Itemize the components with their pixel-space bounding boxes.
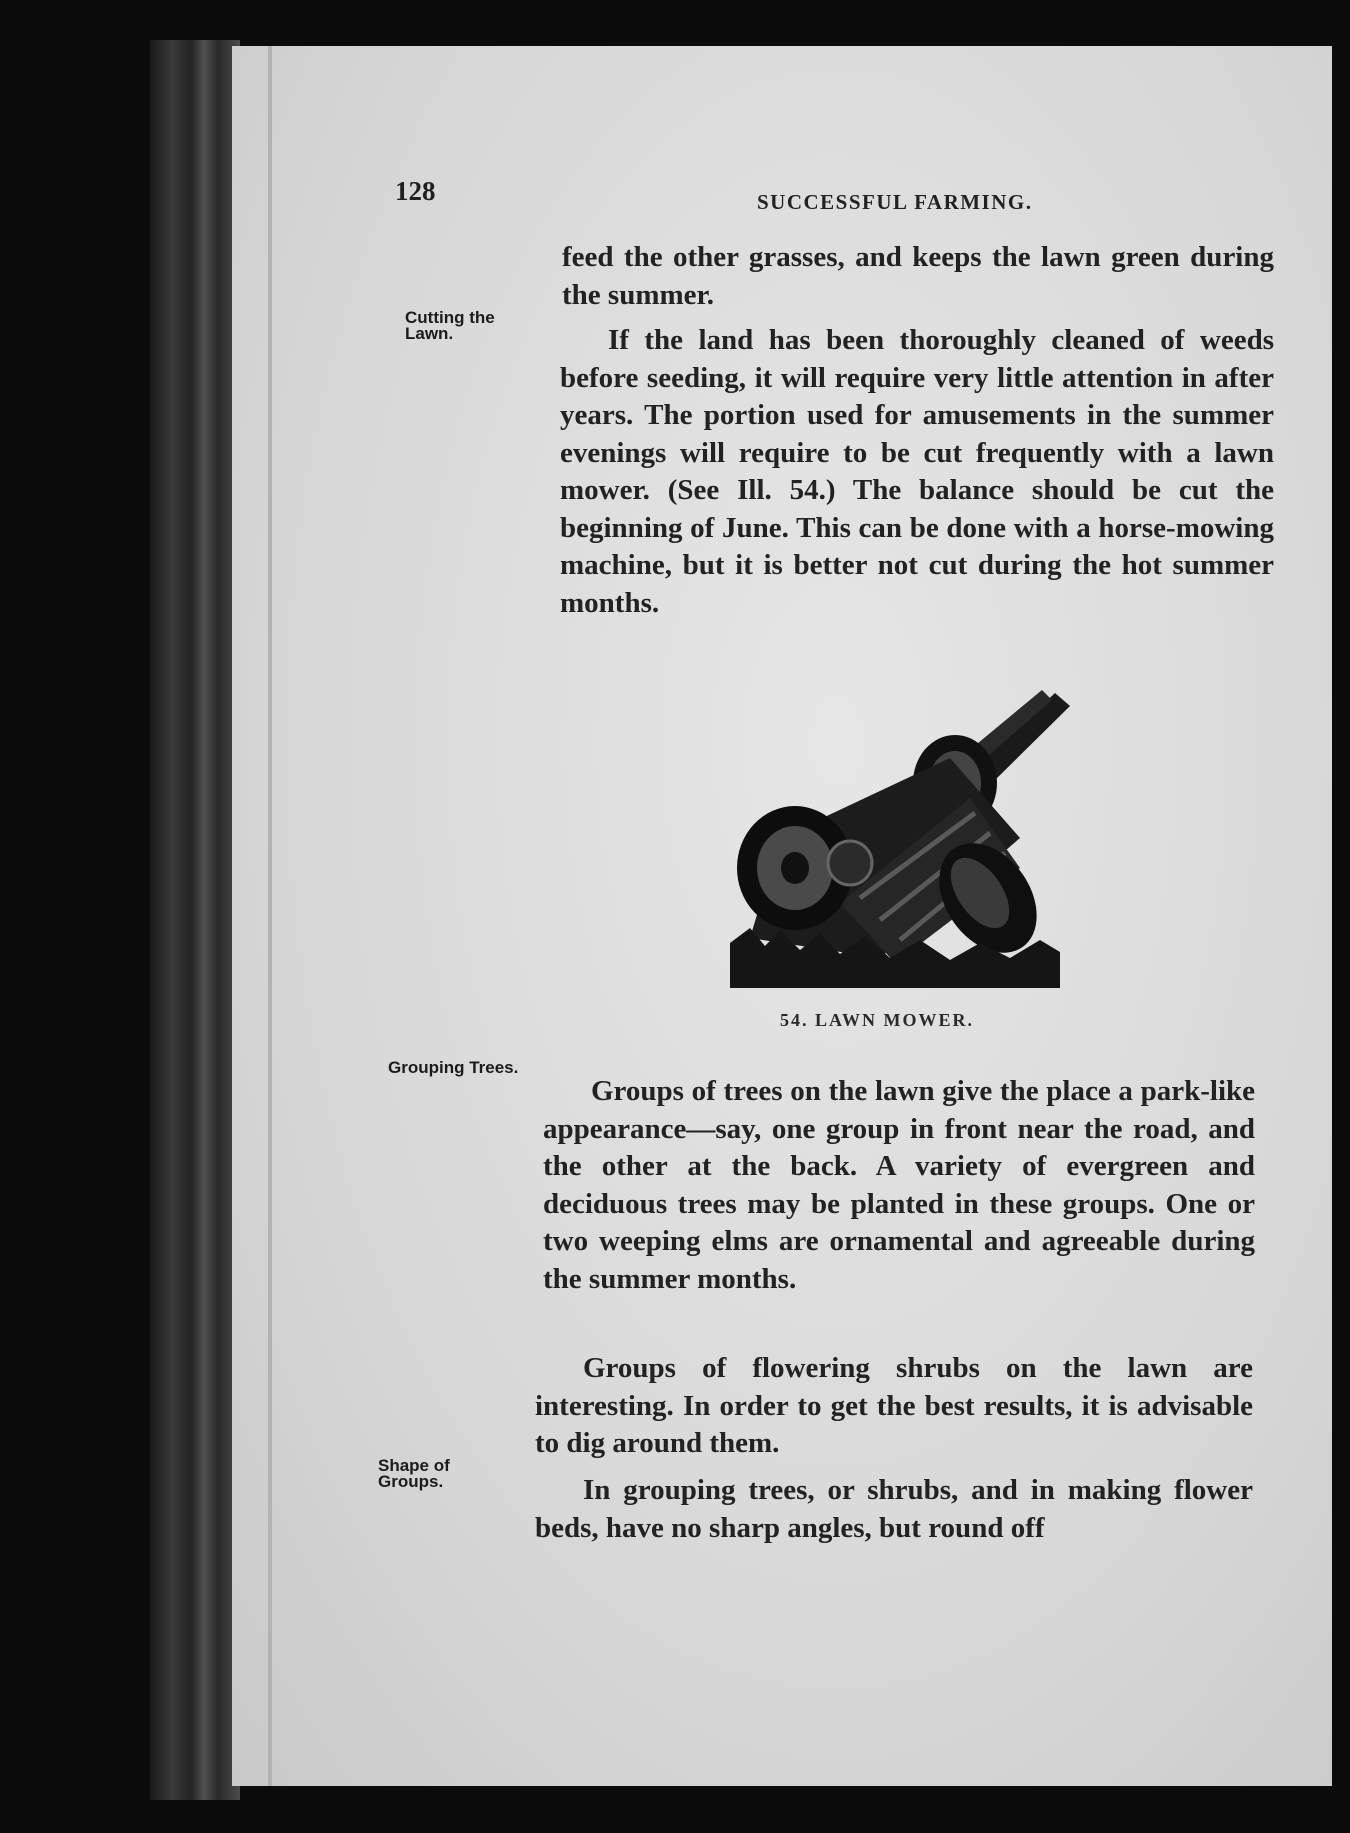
paragraph-cutting-lawn: If the land has been thoroughly cleaned of weeds before seeding, it will require very little attention in after years. The portion used for amusements in the summer evenings will require to be cut frequently with a lawn mower. (See Ill. 54.) The balance should be cut the beginning of June. This can be done with a horse-mowing machine, but it is better not cut during the hot summer months.	[560, 324, 1274, 619]
book-spine-edge	[150, 40, 240, 1800]
sidenote-cutting-the-lawn: Cutting the Lawn.	[405, 308, 495, 343]
paragraph-grouping-trees: Groups of trees on the lawn give the place a park-like appearance—say, one group in front near the road, and the other at the back. A variety of evergreen and deciduous trees may be planted in these groups. One or two weeping elms are ornamental and agreeable during the summer months.	[543, 1075, 1255, 1295]
page-number: 128	[395, 176, 436, 206]
paragraph-lawn-green: feed the other grasses, and keeps the lawn green during the summer.	[562, 241, 1274, 311]
lawn-mower-icon	[720, 688, 1080, 994]
figure-caption: 54. LAWN MOWER.	[780, 1010, 975, 1030]
sidenote-grouping-trees: Grouping Trees.	[388, 1058, 519, 1077]
page-header	[395, 176, 1275, 216]
paragraph-flowering-shrubs: Groups of flowering shrubs on the lawn are interesting. In order to get the best results, it is advisable to dig around them.	[535, 1352, 1253, 1459]
sidenote-shape-of-groups: Shape of Groups.	[378, 1456, 450, 1491]
running-head: SUCCESSFUL FARMING.	[757, 190, 1033, 214]
lawn-mower-illustration	[720, 688, 1080, 994]
paragraph-shape-of-groups: In grouping trees, or shrubs, and in making flower beds, have no sharp angles, but round off	[535, 1474, 1253, 1544]
page-fold-line	[268, 46, 272, 1786]
